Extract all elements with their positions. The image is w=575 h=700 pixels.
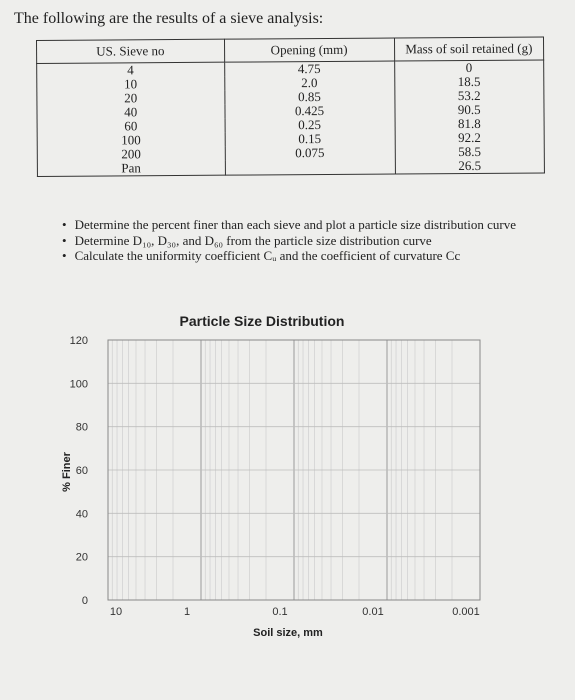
y-tick-label: 60	[75, 465, 88, 477]
cell-mass: 0	[394, 60, 544, 76]
cell-mass: 26.5	[395, 158, 545, 174]
cell-sieve: 10	[37, 77, 225, 92]
task-item: • Determine D₁₀, D₃₀, and D₆₀ from the particle size distribution curve	[62, 233, 516, 249]
x-tick-label: 1	[183, 606, 191, 618]
task-item: • Calculate the uniformity coefficient Cᵤ and the coefficient of curvature Cc	[62, 248, 516, 264]
task-list	[62, 217, 516, 264]
cell-opening	[225, 159, 395, 175]
cell-mass: 53.2	[394, 88, 544, 103]
cell-mass: 58.5	[395, 144, 545, 159]
cell-opening: 0.25	[225, 117, 395, 132]
y-tick-label: 120	[69, 335, 88, 347]
cell-opening: 0.425	[224, 103, 394, 118]
cell-opening: 4.75	[224, 61, 394, 77]
chart-ticks	[70, 335, 480, 618]
y-tick-label: 0	[81, 595, 88, 607]
cell-sieve: 200	[37, 147, 225, 162]
chart-svg	[0, 300, 575, 660]
cell-sieve: 20	[37, 91, 225, 106]
y-tick-label: 40	[75, 508, 88, 521]
header-mass-retained: Mass of soil retained (g)	[394, 37, 544, 61]
chart-title: Particle Size Distribution	[179, 313, 345, 329]
cell-mass: 92.2	[395, 130, 545, 145]
table-row	[37, 158, 544, 176]
cell-sieve: 60	[37, 119, 225, 134]
x-tick-label: 0.1	[272, 606, 288, 618]
chart-grid	[108, 340, 480, 600]
x-tick-label: 0.001	[452, 606, 480, 618]
cell-sieve: 4	[37, 62, 225, 78]
header-sieve-no: US. Sieve no	[37, 39, 225, 63]
cell-sieve: 100	[37, 133, 225, 148]
heading: The following are the results of a sieve analysis:	[14, 10, 324, 27]
y-tick-label: 20	[75, 551, 88, 564]
cell-mass: 90.5	[395, 102, 545, 117]
x-tick-label: 10	[109, 606, 123, 618]
cell-mass: 18.5	[394, 74, 544, 89]
x-axis-label: Soil size, mm	[253, 627, 323, 639]
y-tick-label: 100	[69, 378, 88, 391]
cell-opening: 0.85	[224, 89, 394, 104]
cell-sieve: Pan	[37, 161, 225, 177]
header-opening: Opening (mm)	[224, 38, 394, 62]
y-axis-label: % Finer	[61, 452, 73, 492]
cell-mass: 81.8	[395, 116, 545, 131]
cell-sieve: 40	[37, 105, 225, 120]
task-item: • Determine the percent finer than each sieve and plot a particle size distribution curve	[62, 217, 516, 233]
cell-opening: 0.15	[225, 131, 395, 146]
cell-opening: 2.0	[224, 75, 394, 90]
sieve-table	[36, 36, 545, 177]
particle-size-chart	[0, 300, 575, 660]
y-tick-label: 80	[75, 421, 88, 434]
cell-opening: 0.075	[225, 145, 395, 160]
x-tick-label: 0.01	[362, 606, 384, 618]
